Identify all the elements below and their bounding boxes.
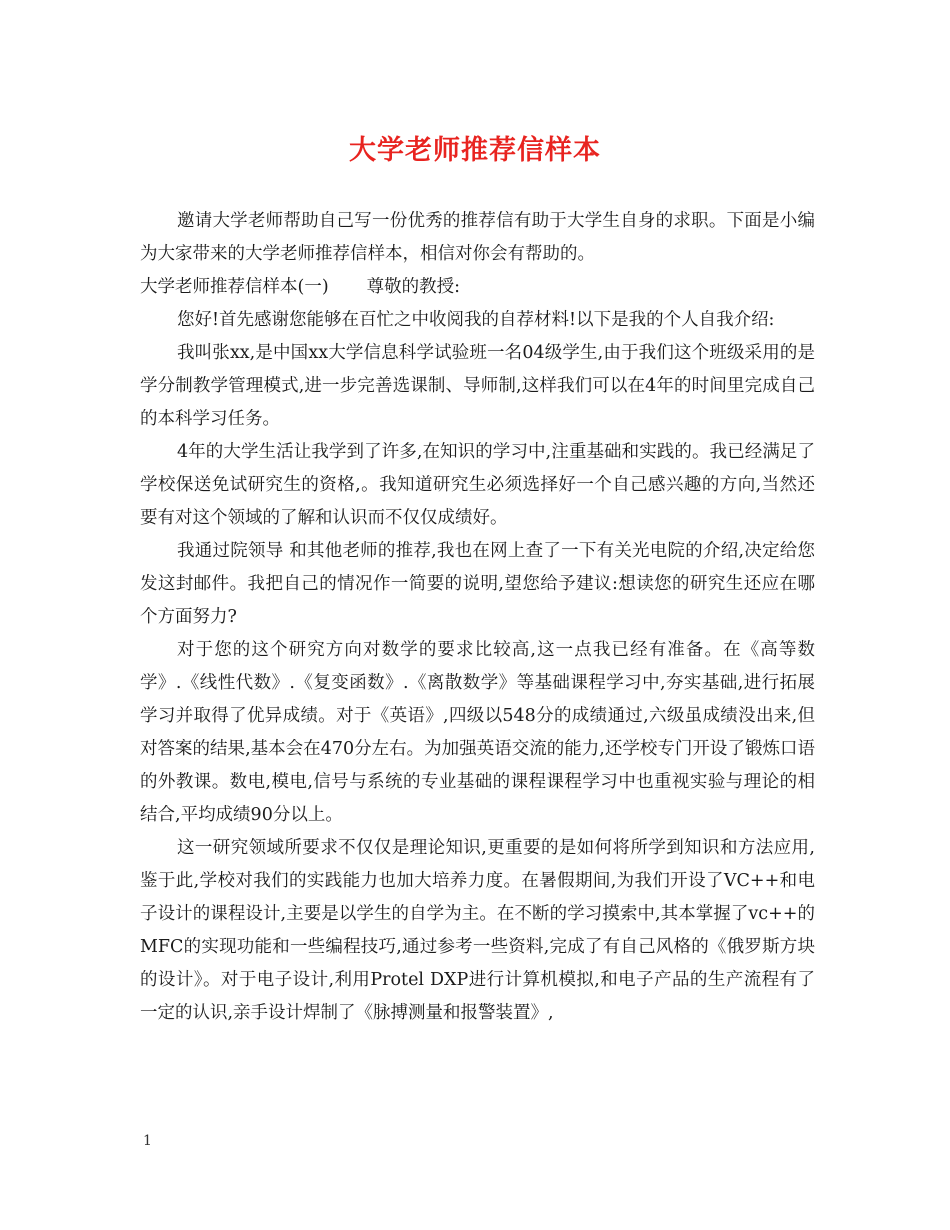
body-paragraph: 这一研究领域所要求不仅仅是理论知识,更重要的是如何将所学到知识和方法应用,鉴于此,学校对我们的实践能力也加大培养力度。在暑假期间,为我们开设了VC++和电子设计的课程设计,主要是以学生的自学为主。在不断的学习摸索中,其本掌握了vc++的MFC的实现功能和一些编程技巧,通过参考一些资料,完成了有自己风格的《俄罗斯方块的设计》。对于电子设计,利用Protel DXP进行计算机模拟,和电子产品的生产流程有了一定的认识,亲手设计焊制了《脉搏测量和报警装置》, — [140, 838, 815, 1023]
sample-heading: 大学老师推荐信样本(一) — [140, 277, 329, 297]
document-body — [140, 205, 815, 1030]
body-paragraph: 我叫张xx,是中国xx大学信息科学试验班一名04级学生,由于我们这个班级采用的是学分制教学管理模式,进一步完善选课制、导师制,这样我们可以在4年的时间里完成自己的本科学习任务。 — [140, 343, 815, 429]
body-paragraph: 我通过院领导 和其他老师的推荐,我也在网上查了一下有关光电院的介绍,决定给您发这封邮件。我把自己的情况作一简要的说明,望您给予建议:想读您的研究生还应在哪个方面努力? — [140, 541, 815, 627]
document-title: 大学老师推荐信样本 — [349, 135, 601, 166]
intro-paragraph: 邀请大学老师帮助自己写一份优秀的推荐信有助于大学生自身的求职。下面是小编为大家带来的大学老师推荐信样本，相信对你会有帮助的。 — [140, 211, 815, 264]
body-paragraph: 您好!首先感谢您能够在百忙之中收阅我的自荐材料!以下是我的个人自我介绍: — [177, 310, 775, 330]
body-paragraph: 对于您的这个研究方向对数学的要求比较高,这一点我已经有准备。在《高等数学》.《线性代数》.《复变函数》.《离散数学》等基础课程学习中,夯实基础,进行拓展学习并取得了优异成绩。对于《英语》,四级以548分的成绩通过,六级虽成绩没出来,但对答案的结果,基本会在470分左右。为加强英语交流的能力,还学校专门开设了锻炼口语的外教课。数电,模电,信号与系统的专业基础的课程课程学习中也重视实验与理论的相结合,平均成绩90分以上。 — [140, 640, 815, 825]
sample-heading-line — [140, 271, 815, 304]
salutation: 尊敬的教授: — [366, 277, 461, 297]
body-paragraph: 4年的大学生活让我学到了许多,在知识的学习中,注重基础和实践的。我已经满足了学校保送免试研究生的资格,。我知道研究生必须选择好一个自己感兴趣的方向,当然还要有对这个领域的了解和认识而不仅仅成绩好。 — [140, 442, 815, 528]
page-number: 1 — [143, 1133, 152, 1149]
